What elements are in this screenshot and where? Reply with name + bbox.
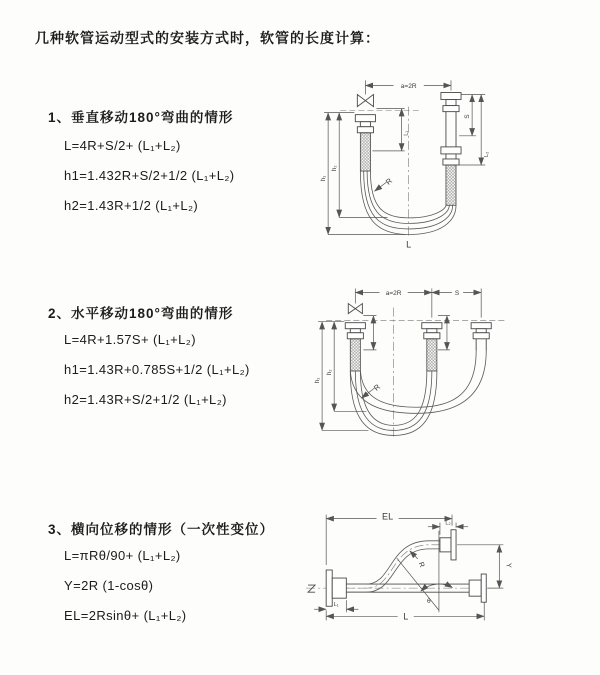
upper-flange-hub	[440, 538, 451, 552]
radius-leader	[374, 182, 386, 191]
dim-label-l1: L₁	[333, 602, 339, 609]
radius-label: R	[416, 561, 426, 569]
section-1-formulas	[64, 136, 235, 226]
dim-label-a2r: a=2R	[400, 82, 417, 90]
formula-line: L=4R+1.57S+ (L₁+L₂)	[64, 332, 196, 347]
diagram-lateral-displacement	[298, 500, 600, 640]
left-flange-hub	[332, 578, 346, 598]
left-flange	[355, 115, 375, 122]
hose-arc-shifted	[350, 351, 486, 413]
right-flange	[441, 147, 461, 154]
formula-line: L=πRθ/90+ (L₁+L₂)	[64, 548, 181, 563]
section-1-heading: 1、垂直移动180°弯曲的情形	[48, 110, 234, 125]
page-title: 几种软管运动型式的安装方式时，软管的长度计算：	[35, 30, 380, 46]
radius-label: R	[371, 382, 382, 393]
valve-icon	[357, 95, 373, 107]
angle-arc	[421, 584, 453, 591]
left-flange	[357, 127, 373, 133]
formula-line: L=4R+S/2+ (L₁+L₂)	[64, 138, 181, 153]
right-neck	[446, 154, 456, 159]
section-2-formulas	[64, 330, 250, 420]
angle-label-theta: θ	[427, 598, 431, 606]
hose-curve-bottom-edge	[346, 549, 440, 592]
left-end-fitting	[345, 323, 365, 371]
length-label: L	[406, 239, 412, 250]
hose-arc-shifted	[360, 351, 476, 407]
dim-label-l2: L₂	[445, 520, 451, 527]
dim-label-h1: h₁	[321, 175, 328, 182]
right-flange	[441, 93, 461, 100]
dim-label-h2: h₂	[332, 165, 339, 172]
dim-label-y: Y	[504, 562, 512, 568]
dim-label-l1: L₁	[403, 130, 410, 136]
dim-label-a2r: a=2R	[385, 290, 402, 297]
formula-line: EL=2Rsinθ+ (L₁+L₂)	[64, 608, 187, 623]
left-flange-plate	[326, 570, 332, 606]
section-3-formulas	[64, 546, 187, 636]
formula-line: h2=1.43R+S/2+1/2 (L₁+L₂)	[64, 392, 227, 407]
diagram-1-svg	[308, 66, 600, 262]
right-flange	[443, 106, 459, 112]
left-braided-hose	[360, 133, 370, 171]
dim-label-s: S	[454, 290, 460, 297]
valve-icon	[348, 304, 362, 314]
hose-arc	[364, 171, 453, 229]
lower-flange-hub	[469, 580, 481, 596]
section-3-heading: 3、横向位移的情形（一次性变位）	[48, 522, 275, 537]
formula-line: h1=1.43R+0.785S+1/2 (L₁+L₂)	[64, 362, 250, 377]
upper-flange-plate	[451, 530, 456, 560]
diagram-3-svg	[298, 500, 600, 640]
dim-label-h1: h₁	[315, 377, 322, 384]
lower-flange-plate	[481, 574, 486, 602]
dim-label-el: EL	[382, 511, 394, 522]
diagram-vertical-u-bend	[308, 66, 600, 262]
formula-line: Y=2R (1-cosθ)	[64, 578, 154, 593]
middle-end-fitting	[422, 323, 442, 371]
right-flange	[443, 159, 459, 165]
break-mark	[308, 585, 315, 592]
diagram-2-svg	[308, 276, 600, 460]
hose-arc	[367, 171, 449, 223]
extension-lines	[326, 515, 452, 565]
hose-arc-inner	[370, 171, 446, 218]
dim-label-l2: L₂	[484, 151, 491, 157]
hose-arc-outer	[360, 171, 456, 234]
diagram-horizontal-u-bend	[308, 276, 600, 460]
dim-label-s: S	[464, 114, 472, 119]
right-braided-hose	[446, 165, 456, 205]
right-pipe	[446, 112, 456, 147]
section-2-heading: 2、水平移动180°弯曲的情形	[48, 306, 234, 321]
formula-line: h1=1.432R+S/2+1/2 (L₁+L₂)	[64, 168, 235, 183]
right-neck	[446, 100, 456, 106]
left-neck	[360, 122, 370, 127]
hose-curve-centerline	[346, 545, 440, 588]
formula-line: h2=1.43R+1/2 (L₁+L₂)	[64, 198, 199, 213]
hose-curve-top-edge	[346, 541, 440, 584]
dim-label-h2: h₂	[327, 369, 334, 376]
right-end-fitting	[471, 323, 491, 351]
extension-lines	[372, 109, 404, 151]
radius-label: R	[384, 176, 395, 187]
dim-label-l: L	[403, 611, 409, 622]
